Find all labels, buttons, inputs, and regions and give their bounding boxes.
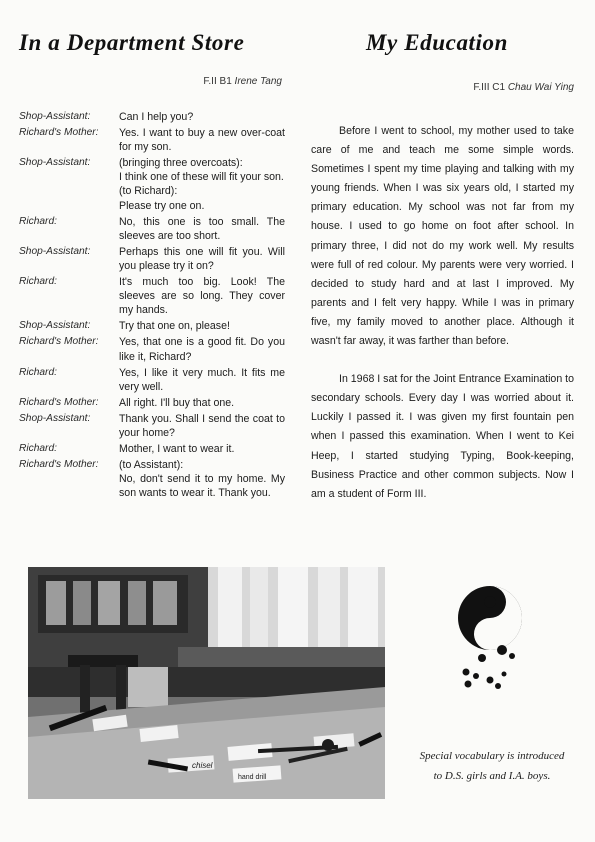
dialogue-text: [119, 245, 285, 273]
dialogue-speaker: Richard:: [19, 366, 57, 378]
dialogue-line: (to Assistant):: [119, 459, 184, 472]
caption-line-1: Special vocabulary is introduced: [419, 750, 565, 762]
dialogue-speaker: Richard:: [19, 215, 57, 227]
dialogue-text: [119, 156, 285, 212]
dialogue-text: [119, 396, 285, 410]
dialogue-line: No, this one is too small. The sleeves are too short.: [119, 215, 285, 242]
dialogue-line: Try that one on, please!: [119, 320, 230, 333]
dialogue-speaker: Richard's Mother:: [19, 459, 99, 471]
dialogue-speaker: Shop-Assistant:: [19, 111, 91, 122]
left-byline-class: F.II B1: [203, 76, 232, 87]
photo-label-hand-drill: hand drill: [238, 774, 267, 781]
dialogue-turn: [19, 396, 285, 410]
right-byline-class: F.III C1: [473, 82, 506, 93]
dialogue-line: I think one of these will fit your son.: [119, 171, 284, 184]
caption-line-2: to D.S. girls and I.A. boys.: [433, 770, 551, 782]
right-article-title: My Education: [366, 30, 509, 55]
dialogue-text: [119, 458, 285, 500]
dialogue-line: Yes. I want to buy a new over-coat for my son.: [119, 127, 285, 154]
dialogue-line: Mother, I want to wear it.: [119, 443, 235, 456]
dialogue-text: [119, 366, 285, 394]
dialogue-text: [119, 275, 285, 317]
dialogue-text: [119, 215, 285, 243]
dialogue-line: Perhaps this one will fit you. Will you please try it on?: [119, 245, 285, 272]
dialogue-line: Can I help you?: [119, 111, 194, 123]
left-byline-author: Irene Tang: [234, 76, 282, 87]
dialogue-turn: [19, 458, 285, 500]
dialogue-line: Thank you. Shall I send the coat to your home?: [119, 412, 285, 439]
dialogue-text: [119, 319, 285, 333]
dialogue-line: Please try one on.: [119, 199, 205, 212]
dialogue-turn: [19, 319, 285, 333]
workshop-photo-image: [28, 567, 385, 799]
essay-body: [311, 122, 574, 523]
dialogue-line: Yes, I like it very much. It fits me very well.: [119, 366, 285, 393]
dialogue-speaker: Richard:: [19, 276, 57, 288]
photo-label-chisel: chisel: [192, 761, 213, 770]
dialogue-speaker: Richard's Mother:: [19, 127, 99, 139]
dialogue-turn: [19, 335, 285, 363]
dialogue-text: [119, 110, 285, 124]
dialogue-speaker: Shop-Assistant:: [19, 157, 91, 169]
dialogue-turn: [19, 156, 285, 212]
left-article-title: In a Department Store: [19, 30, 245, 55]
right-article-byline: [473, 82, 574, 93]
dialogue-turn: [19, 215, 285, 243]
dialogue-text: [119, 412, 285, 440]
dialogue-turn: [19, 412, 285, 440]
dialogue-speaker: Richard's Mother:: [19, 396, 99, 408]
dialogue-turn: [19, 442, 285, 456]
dialogue-line: All right. I'll buy that one.: [119, 396, 235, 409]
dialogue-speaker: Richard's Mother:: [19, 336, 99, 348]
essay-paragraph: In 1968 I sat for the Joint Entrance Examination to secondary schools. Every day I was worried about it. Luckily I passed it. I was given my first fountain pen when I passed this examination. When I went to Kei Heep, I started studying Typing, Book-keeping, Business Practice and other common subjects. Now I am a student of Form III.: [311, 373, 574, 500]
swirl-ornament-icon: [448, 582, 526, 694]
essay-paragraph: Before I went to school, my mother used to take care of me and teach me some simple words. Sometimes I spent my time playing and talking with my young friends. When I was six years old, I started my primary education. My school was not far from my house. I used to go home on foot after school. In primary three, I did not do my work well. My results were full of red colour. My parents were very worried. I decided to study hard and at last I improved. My parents and I felt very happy. While I was in primary five, my family moved to another place. Although it wasn't far away, it was farther than before.: [311, 125, 574, 348]
dialogue-turn: [19, 366, 285, 394]
dialogue: [19, 110, 285, 500]
dialogue-turn: [19, 110, 285, 124]
dialogue-speaker: Shop-Assistant:: [19, 320, 91, 332]
workshop-photo: [28, 567, 385, 799]
dialogue-turn: [19, 126, 285, 154]
right-byline-author: Chau Wai Ying: [507, 82, 574, 93]
dialogue-line: (to Richard):: [119, 185, 178, 198]
dialogue-speaker: Shop-Assistant:: [19, 245, 91, 257]
dialogue-line: Yes, that one is a good fit. Do you like it, Richard?: [119, 336, 285, 363]
dialogue-text: [119, 126, 285, 154]
photo-caption: [392, 746, 592, 786]
dialogue-line: No, don't send it to my home. My son wants to wear it. Thank you.: [119, 473, 285, 500]
dialogue-speaker: Richard:: [19, 443, 57, 455]
dialogue-turn: [19, 275, 285, 317]
dialogue-speaker: Shop-Assistant:: [19, 412, 91, 424]
dialogue-text: [119, 442, 285, 456]
dialogue-text: [119, 335, 285, 363]
dialogue-line: (bringing three overcoats):: [119, 157, 243, 170]
dialogue-line: It's much too big. Look! The sleeves are so long. They cover my hands.: [119, 276, 285, 317]
left-article-byline: [203, 76, 282, 87]
dialogue-turn: [19, 245, 285, 273]
